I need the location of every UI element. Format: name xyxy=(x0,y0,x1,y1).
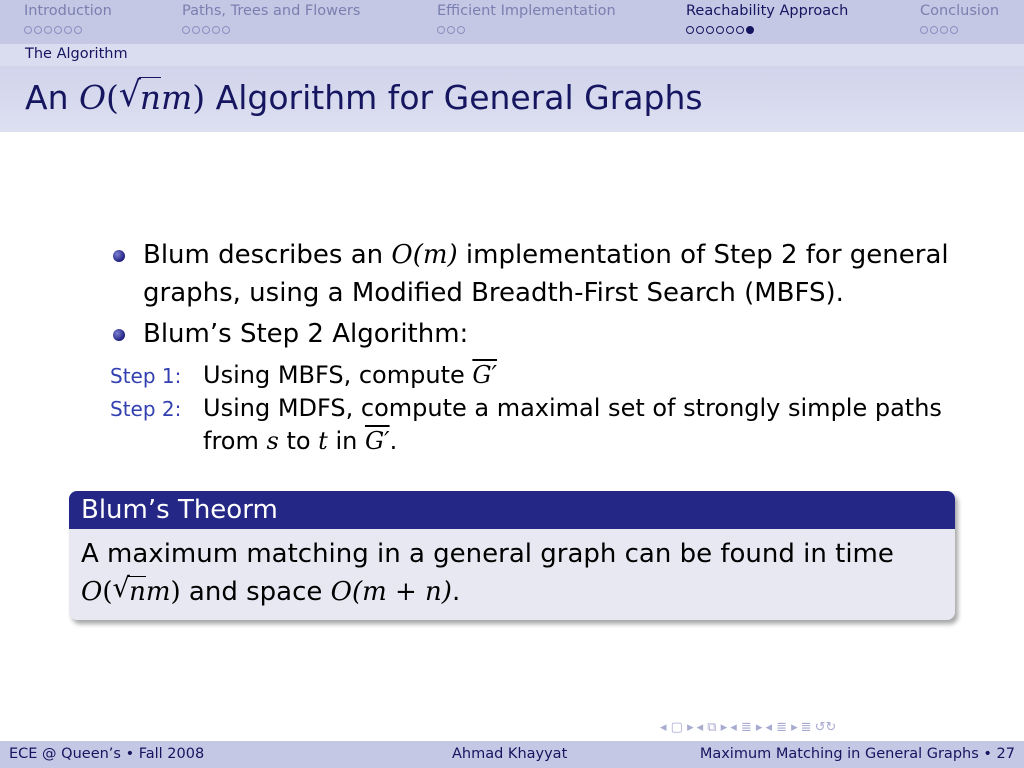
section-navigation xyxy=(0,0,1024,44)
nav-section-1[interactable]: Paths, Trees and Flowers xyxy=(182,3,361,19)
bullet-item-step2 xyxy=(111,315,961,353)
bullet1-math: O(m) xyxy=(391,240,458,270)
nav-section-0[interactable]: Introduction xyxy=(24,3,112,19)
frame-dot[interactable] xyxy=(212,26,220,34)
nav-section-4[interactable]: Conclusion xyxy=(920,3,1000,19)
theorem-body xyxy=(69,529,955,611)
theorem-math-n: n xyxy=(129,577,146,607)
step-1-text: Using MBFS, compute xyxy=(203,361,473,389)
frame-dot[interactable] xyxy=(716,26,724,34)
frame-dot[interactable] xyxy=(950,26,958,34)
title-math-O: O xyxy=(78,78,107,117)
title-sqrt xyxy=(118,74,161,117)
frame-dot[interactable] xyxy=(34,26,42,34)
theorem-sqrt xyxy=(112,573,145,611)
title-math-close: ) xyxy=(192,78,206,117)
frame-dot[interactable] xyxy=(437,26,445,34)
step-2-t: t xyxy=(318,427,328,455)
frame-dot[interactable] xyxy=(222,26,230,34)
title-math-m: m xyxy=(160,78,193,117)
nav-section-1-frames xyxy=(182,26,230,34)
frame-dot[interactable] xyxy=(447,26,455,34)
theorem-mid: and space xyxy=(180,577,331,607)
subsection-nav-icon[interactable]: ◂ ⧉ ▸ xyxy=(696,719,728,735)
frame-dot[interactable] xyxy=(920,26,928,34)
title-math-open: ( xyxy=(106,78,119,117)
frame-dot[interactable] xyxy=(930,26,938,34)
step-1-label: Step 1: xyxy=(110,364,182,388)
frame-dot[interactable] xyxy=(192,26,200,34)
frame-dot[interactable] xyxy=(706,26,714,34)
nav-section-2-frames xyxy=(437,26,465,34)
step-1 xyxy=(110,359,497,393)
theorem-radical: √ xyxy=(112,573,130,605)
theorem-title: Blum’s Theorm xyxy=(69,491,955,529)
footer-title-page: Maximum Matching in General Graphs • 27 xyxy=(699,746,1015,762)
nav-section-2[interactable]: Efficient Implementation xyxy=(437,3,616,19)
theorem-math-O: O xyxy=(81,577,103,607)
step-2-from: from xyxy=(203,427,267,455)
step-2-continuation xyxy=(203,425,397,458)
bullet-icon xyxy=(113,329,125,341)
frame-dot[interactable] xyxy=(54,26,62,34)
theorem-line-1: A maximum matching in a general graph can be found in time xyxy=(81,539,894,569)
title-math xyxy=(78,74,206,117)
frame-title-bar xyxy=(0,66,1024,132)
title-prefix: An xyxy=(25,78,79,117)
footer-author: Ahmad Khayyat xyxy=(452,746,568,762)
subsection-bar xyxy=(0,44,1024,66)
nav-section-3-frames xyxy=(686,26,754,34)
step-2-to: to xyxy=(278,427,319,455)
frame-dot[interactable] xyxy=(696,26,704,34)
step-2-math: G′ xyxy=(364,427,390,455)
title-math-n: n xyxy=(139,78,161,117)
bullet-text: Blum’s Step 2 Algorithm: xyxy=(143,319,469,349)
beamer-navigation-symbols xyxy=(660,719,1010,735)
step-2-label: Step 2: xyxy=(110,397,182,421)
step-2-period: . xyxy=(389,427,398,455)
bullet-text xyxy=(143,236,961,312)
nav-section-0-frames xyxy=(24,26,82,34)
theorem-block xyxy=(69,491,955,620)
step-2 xyxy=(110,392,942,426)
theorem-math-open: ( xyxy=(102,577,113,607)
frame-nav-icon[interactable]: ◂ ▢ ▸ xyxy=(660,719,694,735)
title-radical: √ xyxy=(118,74,141,115)
theorem-space-math: O(m + n) xyxy=(330,577,452,607)
theorem-math-close: ) xyxy=(170,577,181,607)
bullet-icon xyxy=(113,250,125,262)
theorem-math xyxy=(81,573,181,607)
frame-dot[interactable] xyxy=(940,26,948,34)
document-nav-icon[interactable]: ◂ ≣ ▸ xyxy=(765,719,798,735)
bullet1-part1: Blum describes an xyxy=(143,240,392,270)
step-2-text: Using MDFS, compute a maximal set of strongly simple paths xyxy=(203,394,942,422)
frame-dot[interactable] xyxy=(457,26,465,34)
frame-dot[interactable] xyxy=(74,26,82,34)
frame-dot[interactable] xyxy=(726,26,734,34)
theorem-end: . xyxy=(451,577,461,607)
step-2-in: in xyxy=(327,427,365,455)
theorem-line-2 xyxy=(81,573,943,611)
title-suffix: Algorithm for General Graphs xyxy=(205,78,703,117)
footer-author-institution: ECE @ Queen’s • Fall 2008 xyxy=(9,746,205,762)
footer xyxy=(0,741,1024,768)
frame-dot[interactable] xyxy=(746,26,754,34)
nav-section-4-frames xyxy=(920,26,958,34)
nav-section-3[interactable]: Reachability Approach xyxy=(686,3,849,19)
appendix-nav-icon[interactable]: ≣ xyxy=(800,719,812,735)
bullet-item-mbfs xyxy=(111,236,961,312)
search-back-forward-icon[interactable]: ↺↻ xyxy=(814,719,837,735)
frame-dot[interactable] xyxy=(736,26,744,34)
frame-dot[interactable] xyxy=(24,26,32,34)
subsection-title: The Algorithm xyxy=(25,46,128,62)
section-nav-icon[interactable]: ◂ ≣ ▸ xyxy=(730,719,763,735)
step-2-s: s xyxy=(266,427,279,455)
step-1-math: G′ xyxy=(472,361,497,389)
frame-dot[interactable] xyxy=(202,26,210,34)
frame-dot[interactable] xyxy=(44,26,52,34)
frame-dot[interactable] xyxy=(686,26,694,34)
bullet1-part2: implementation of Step 2 for general graphs, using a Modified Breadth-First Search (MBFS). xyxy=(143,240,949,308)
theorem-math-m: m xyxy=(145,577,171,607)
frame-title xyxy=(25,74,703,117)
frame-dot[interactable] xyxy=(182,26,190,34)
frame-dot[interactable] xyxy=(64,26,72,34)
